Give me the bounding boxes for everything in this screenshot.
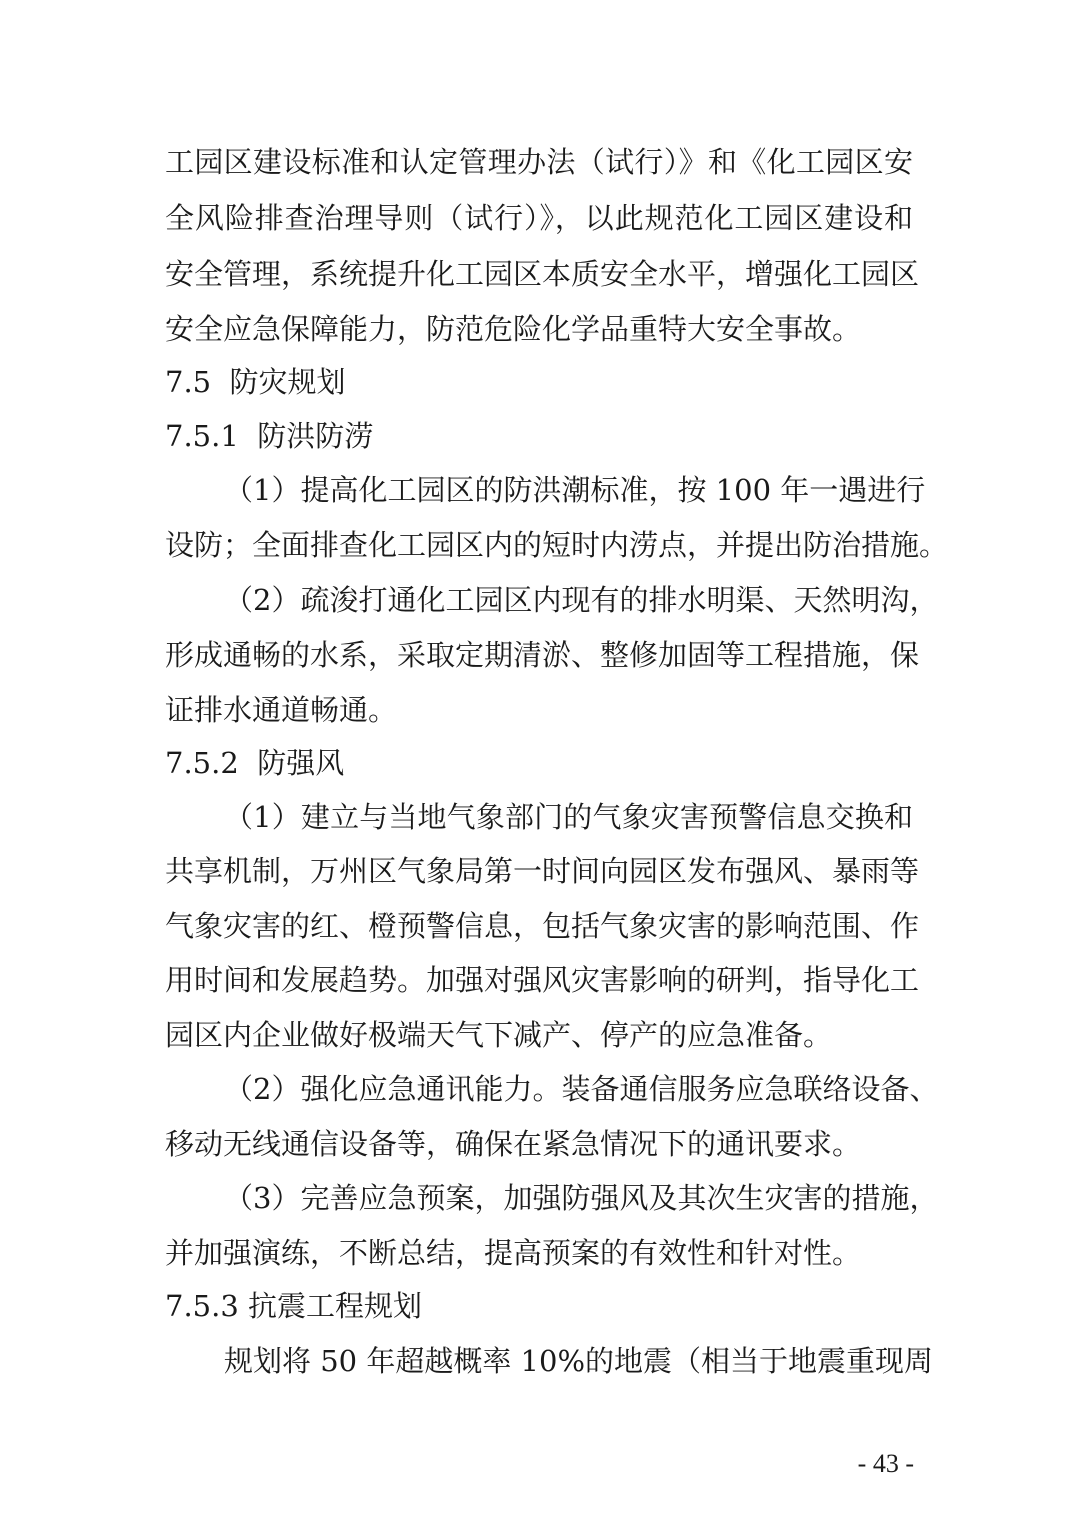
paragraph-line: 设防；全面排查化工园区内的短时内涝点，并提出防治措施。 [165, 528, 949, 562]
section-heading-7-5-2: 7.5.2 防强风 [165, 746, 345, 780]
paragraph-line: 移动无线通信设备等，确保在紧急情况下的通讯要求。 [165, 1127, 862, 1161]
paragraph-line: 并加强演练，不断总结，提高预案的有效性和针对性。 [165, 1236, 862, 1270]
paragraph-line: 用时间和发展趋势。加强对强风灾害影响的研判，指导化工 [165, 963, 920, 997]
paragraph-line: 共享机制，万州区气象局第一时间向园区发布强风、暴雨等 [165, 854, 920, 888]
paragraph-line: 气象灾害的红、橙预警信息，包括气象灾害的影响范围、作 [165, 909, 920, 943]
paragraph-line: （1）建立与当地气象部门的气象灾害预警信息交换和 [224, 800, 913, 834]
section-heading-7-5-1: 7.5.1 防洪防涝 [165, 419, 374, 453]
paragraph-line: 园区内企业做好极端天气下减产、停产的应急准备。 [165, 1018, 833, 1052]
page-number: - 43 - [857, 1449, 914, 1478]
paragraph-line: 工园区建设标准和认定管理办法（试行）》和《化工园区安 [165, 145, 913, 179]
paragraph-line: 规划将 50 年超越概率 10%的地震（相当于地震重现周 [224, 1344, 934, 1378]
paragraph-line: 全风险排查治理导则（试行）》，以此规范化工园区建设和 [165, 201, 913, 235]
paragraph-line: （2）疏浚打通化工园区内现有的排水明渠、天然明沟， [224, 583, 939, 617]
paragraph-line: 安全应急保障能力，防范危险化学品重特大安全事故。 [165, 312, 862, 346]
section-heading-7-5-3: 7.5.3 抗震工程规划 [165, 1289, 423, 1323]
paragraph-line: 形成通畅的水系，采取定期清淤、整修加固等工程措施，保 [165, 638, 920, 672]
paragraph-line: 证排水通道畅通。 [165, 693, 398, 727]
paragraph-line: （1）提高化工园区的防洪潮标准，按 100 年一遇进行 [224, 473, 926, 507]
paragraph-line: 安全管理，系统提升化工园区本质安全水平，增强化工园区 [165, 257, 920, 291]
paragraph-line: （3）完善应急预案，加强防强风及其次生灾害的措施， [224, 1181, 939, 1215]
paragraph-line: （2）强化应急通讯能力。装备通信服务应急联络设备、 [224, 1072, 939, 1106]
section-heading-7-5: 7.5 防灾规划 [165, 365, 346, 399]
